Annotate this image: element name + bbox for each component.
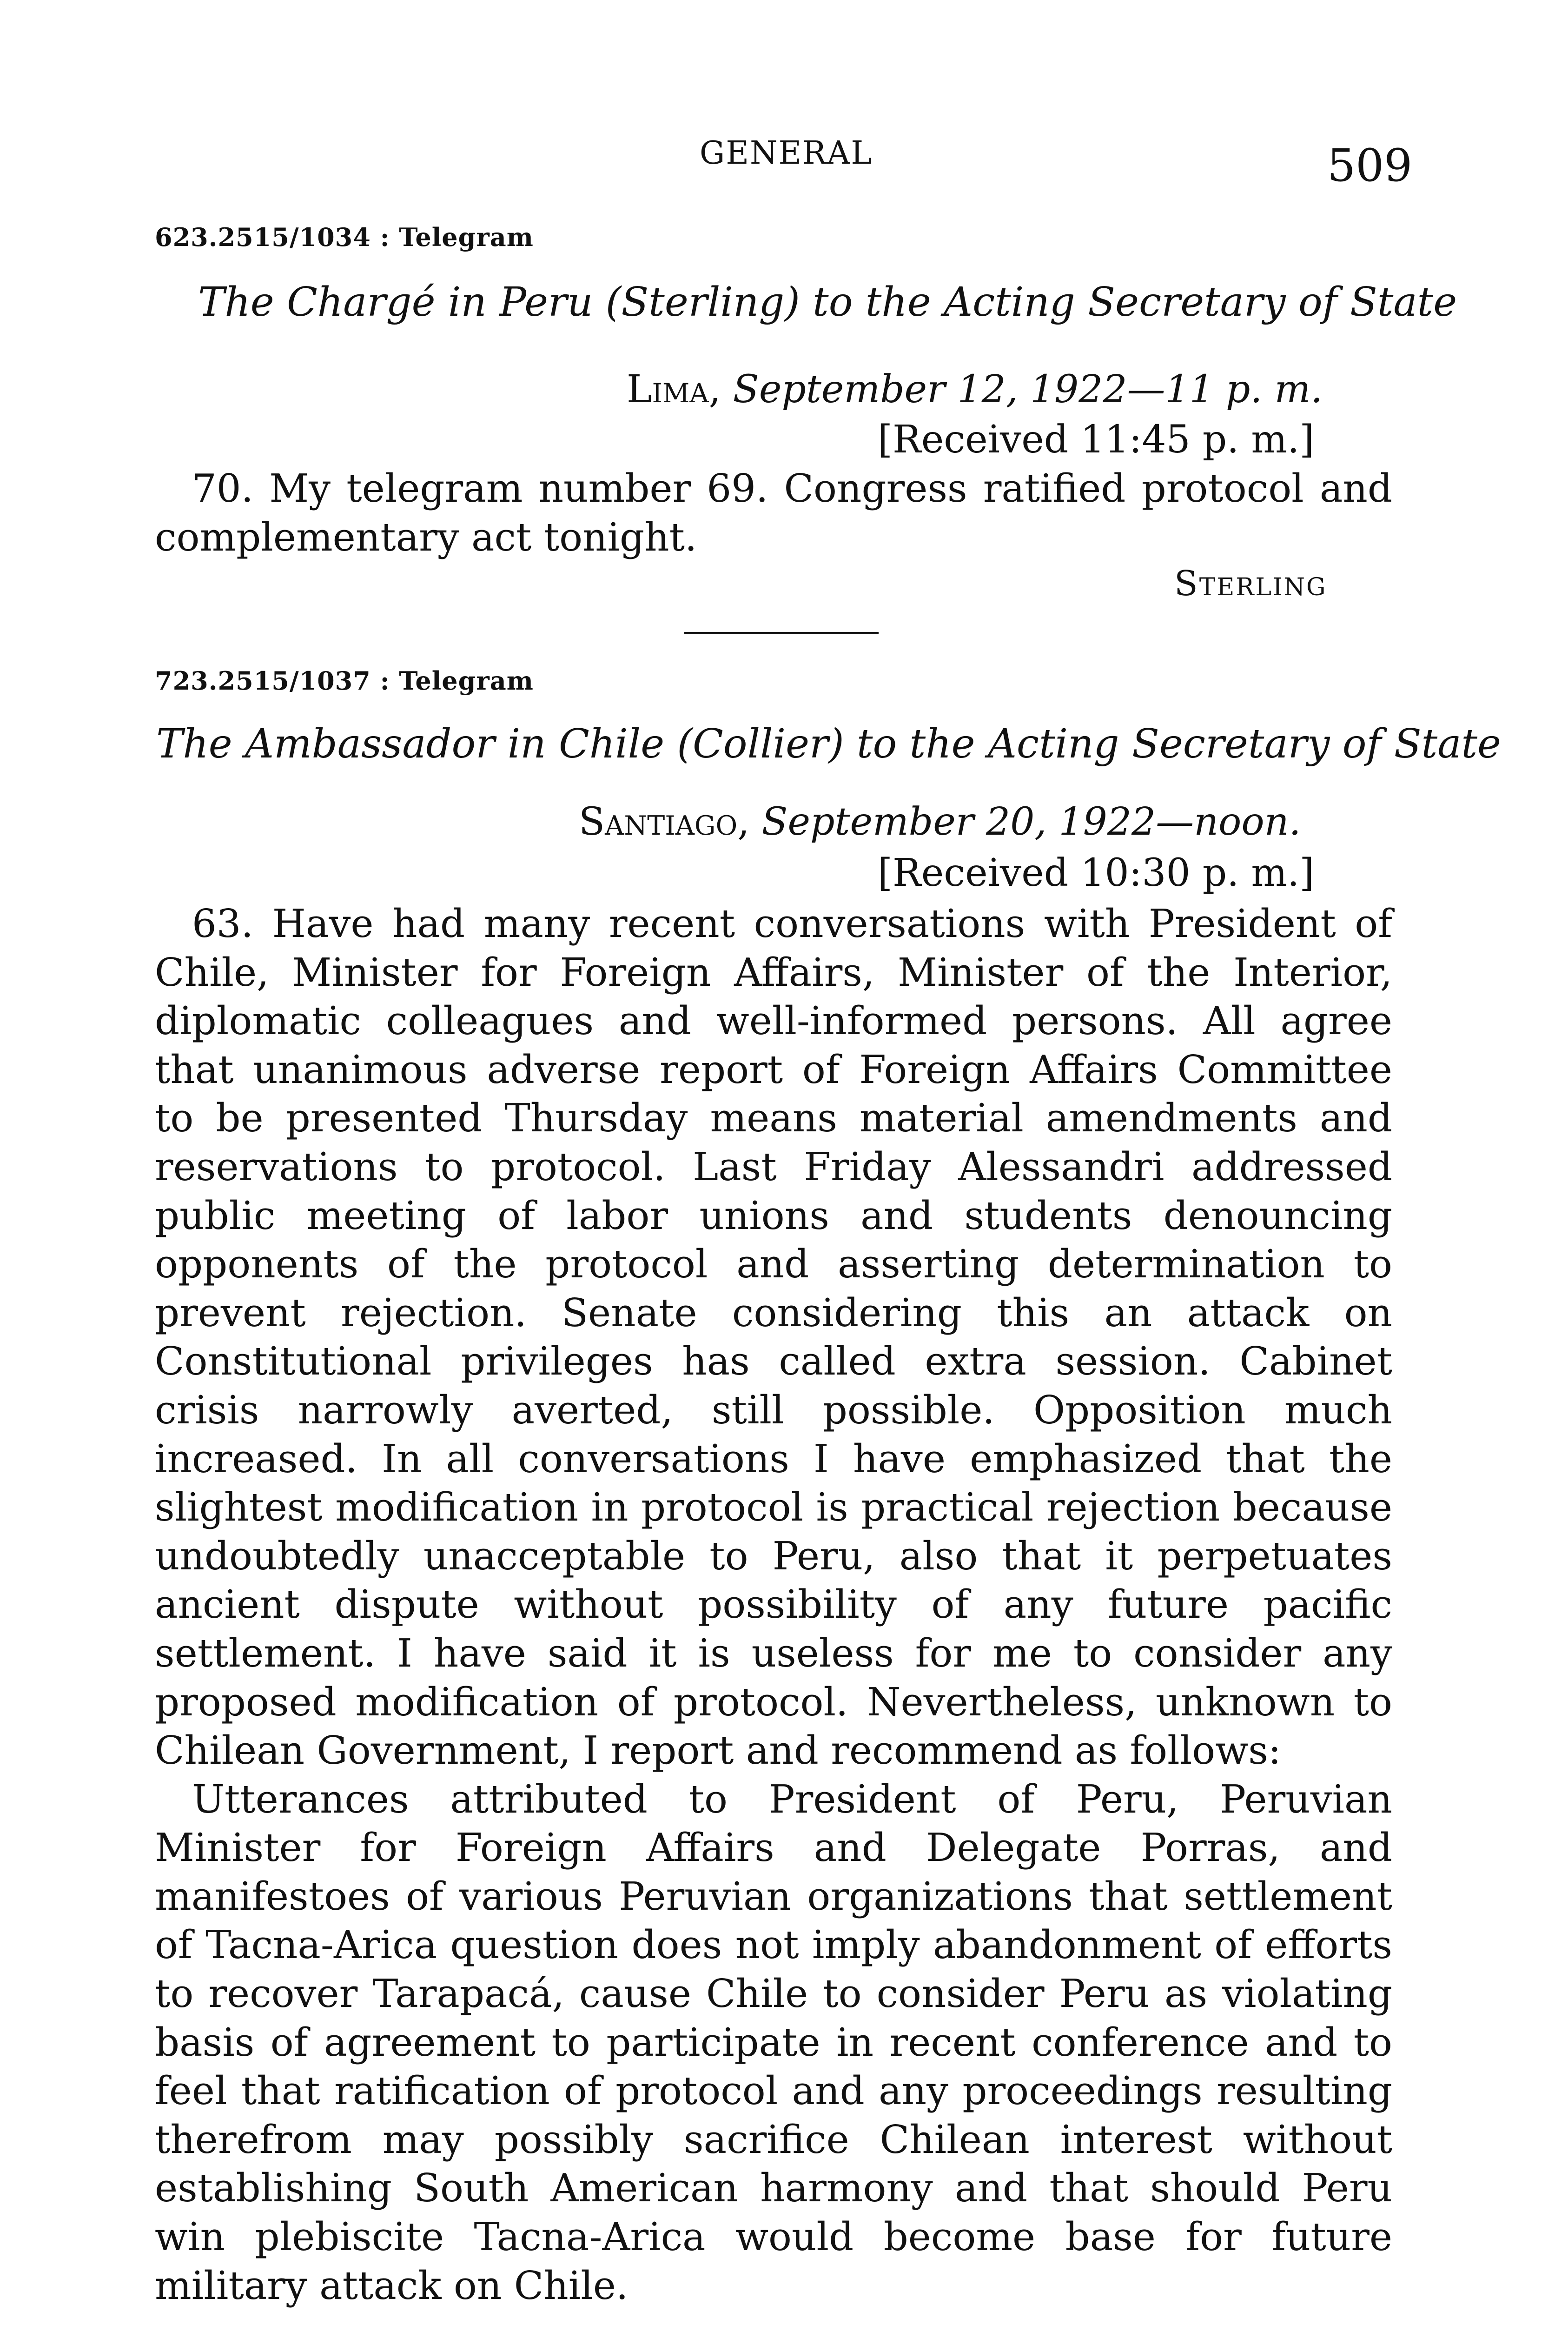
paragraph: Utterances attributed to President of Peru, Peruvian Minister for Foreign Affairs and Delegate Porras, and manifestoes of various Peruvian organizations that settlement of Tacna-Arica question does not imply abandonment of efforts to recover Tarapacá, cause Chile to consider Peru as violating basis of agreement to participate in recent conference and to feel that ratification of protocol and any proceedings resulting therefrom may possibly sacrifice Chilean interest without establishing South American harmony and that should Peru win plebiscite Tacna-Arica would become base for future military attack on Chile.: [155, 1776, 1392, 2308]
section-divider: [684, 632, 879, 634]
file-reference: 723.2515/1037 : Telegram: [155, 666, 534, 696]
page-number: 509: [1327, 140, 1413, 192]
dateline-date: September 20, 1922—noon.: [761, 800, 1301, 844]
dateline-place: Santiago: [579, 800, 738, 844]
paragraph: 63. Have had many recent conversations with President of Chile, Minister for Foreign Affairs, Minister of the Interior, diplomatic colleagues and well-informed persons. All agree that unanimous adverse report of Foreign Affairs Committee to be presented Thursday means material amendments and reservations to protocol. Last Friday Alessandri addressed public meeting of labor unions and students denouncing opponents of the protocol and asserting determination to prevent rejection. Senate considering this an attack on Constitutional privileges has called extra session. Cabinet crisis narrowly averted, still possible. Opposition much increased. In all conversations I have emphasized that the slightest modification in protocol is practical rejection because undoubtedly unacceptable to Peru, also that it perpetuates ancient dispute without possibility of any future pacific settlement. I have said it is useless for me to consider any proposed modification of protocol. Nevertheless, unknown to Chilean Government, I report and recommend as follows:: [155, 901, 1392, 1774]
telegram-body: [155, 900, 1392, 2310]
signature: Sterling: [1174, 564, 1327, 604]
received-line: [Received 10:30 p. m.]: [878, 851, 1315, 895]
dateline: Lima, September 12, 1922—11 p. m.: [627, 367, 1323, 412]
document-heading: The Chargé in Peru (Sterling) to the Acting Secretary of State: [198, 279, 1457, 326]
received-line: [Received 11:45 p. m.]: [878, 418, 1315, 462]
running-header: GENERAL: [700, 135, 873, 172]
file-reference: 623.2515/1034 : Telegram: [155, 222, 534, 252]
dateline-date: September 12, 1922—11 p. m.: [733, 367, 1323, 412]
dateline-place: Lima: [627, 367, 709, 412]
document-heading: The Ambassador in Chile (Collier) to the Acting Secretary of State: [156, 721, 1501, 767]
dateline: Santiago, September 20, 1922—noon.: [579, 800, 1301, 844]
telegram-body: [155, 465, 1392, 562]
paragraph: 70. My telegram number 69. Congress ratified protocol and complementary act tonight.: [155, 466, 1392, 560]
